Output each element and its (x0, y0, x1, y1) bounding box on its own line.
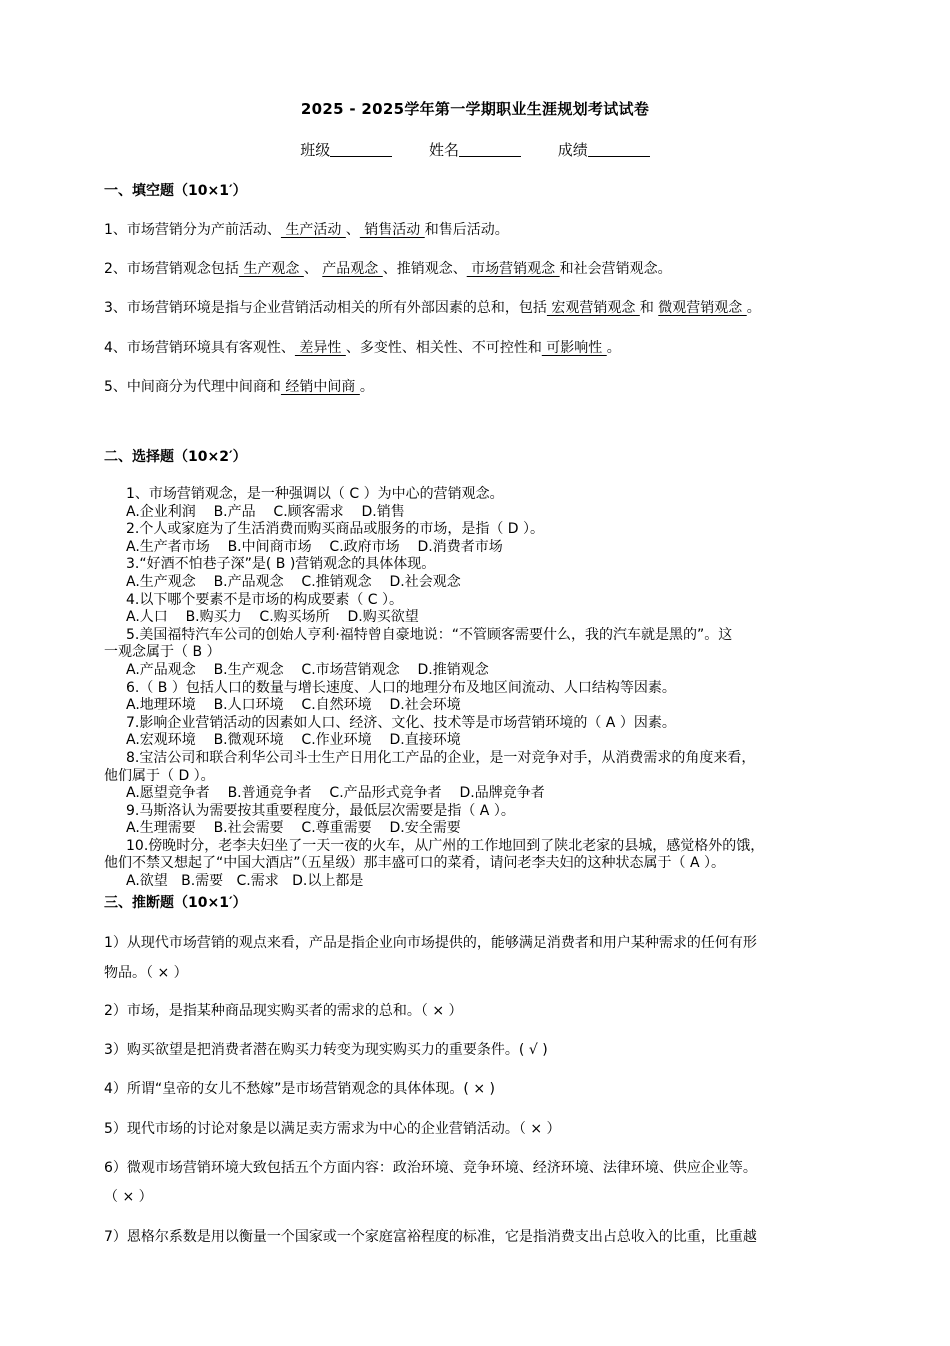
fill-question: 3、市场营销环境是指与企业营销活动相关的所有外部因素的总和，包括 宏观营销观念 和 微观营销观念 。 (104, 300, 761, 316)
class-blank (330, 142, 392, 157)
judgment-line: 4）所谓“皇帝的女儿不愁嫁”是市场营销观念的具体体现。( × ) (104, 1081, 495, 1097)
choice-line: 他们属于（ D ）。 (104, 767, 215, 784)
section3-heading: 三、推断题（10×1′） (104, 895, 247, 911)
judgment-line: 物品。（ × ） (104, 965, 188, 981)
choice-line: A.人口 B.购买力 C.购买场所 D.购买欲望 (126, 609, 419, 626)
name-blank (459, 142, 521, 157)
section1-heading: 一、填空题（10×1′） (104, 183, 247, 199)
fill-question: 1、市场营销分为产前活动、 生产活动 、 销售活动 和售后活动。 (104, 222, 509, 238)
judgment-line: 2）市场，是指某种商品现实购买者的需求的总和。（ × ） (104, 1003, 463, 1019)
choice-line: A.生产观念 B.产品观念 C.推销观念 D.社会观念 (126, 573, 461, 590)
choice-line: 他们不禁又想起了“中国大酒店”（五星级）那丰盛可口的菜肴，请问老李夫妇的这种状态属于（ A ）。 (104, 855, 725, 872)
choice-line: A.宏观环境 B.微观环境 C.作业环境 D.直接环境 (126, 732, 461, 749)
name-label: 姓名 (428, 141, 459, 159)
choice-line: A.生产者市场 B.中间商市场 C.政府市场 D.消费者市场 (126, 538, 503, 555)
choice-line: A.地理环境 B.人口环境 C.自然环境 D.社会环境 (126, 697, 461, 714)
judgment-line: 6）微观市场营销环境大致包括五个方面内容：政治环境、竞争环境、经济环境、法律环境、供应企业等。 (104, 1160, 757, 1176)
student-info-row (0, 139, 950, 160)
choice-line: A.企业利润 B.产品 C.顾客需求 D.销售 (126, 503, 405, 520)
judgment-line: 7）恩格尔系数是用以衡量一个国家或一个家庭富裕程度的标准，它是指消费支出占总收入的比重，比重越 (104, 1229, 757, 1245)
choice-line: 9.马斯洛认为需要按其重要程度分，最低层次需要是指（ A ）。 (126, 802, 515, 819)
choice-line: 10.傍晚时分，老李夫妇坐了一天一夜的火车，从广州的工作地回到了陕北老家的县城，感觉格外的饿， (126, 837, 765, 854)
choice-line: A.愿望竞争者 B.普通竞争者 C.产品形式竞争者 D.品牌竞争者 (126, 785, 545, 802)
class-field (300, 139, 392, 160)
judgment-line: （ × ） (104, 1189, 153, 1205)
choice-line: A.产品观念 B.生产观念 C.市场营销观念 D.推销观念 (126, 661, 489, 678)
exam-title: 2025 - 2025学年第一学期职业生涯规划考试试卷 (300, 100, 650, 118)
score-label: 成绩 (557, 141, 588, 159)
choice-line: 7.影响企业营销活动的因素如人口、经济、文化、技术等是市场营销环境的（ A ）因素。 (126, 714, 676, 731)
choice-line: 5.美国福特汽车公司的创始人亨利·福特曾自豪地说：“不管顾客需要什么，我的汽车就是黑的”。这 (126, 626, 733, 643)
judgment-line: 5）现代市场的讨论对象是以满足卖方需求为中心的企业营销活动。（ × ） (104, 1121, 561, 1137)
choice-line: A.欲望 B.需要 C.需求 D.以上都是 (126, 873, 364, 890)
choice-line: 1、市场营销观念，是一种强调以（ C ）为中心的营销观念。 (126, 486, 504, 502)
choice-line: 8.宝洁公司和联合利华公司斗士生产日用化工产品的企业，是一对竞争对手，从消费需求的角度来看， (126, 749, 756, 766)
score-blank (588, 142, 650, 157)
choice-line: 3.“好酒不怕巷子深”是( B )营销观念的具体体现。 (126, 556, 436, 573)
choice-line: 2.个人或家庭为了生活消费而购买商品或服务的市场，是指（ D ）。 (126, 521, 545, 538)
section2-heading: 二、选择题（10×2′） (104, 449, 247, 465)
score-field (558, 139, 650, 160)
choice-line: 6.（ B ）包括人口的数量与增长速度、人口的地理分布及地区间流动、人口结构等因素。 (126, 679, 676, 696)
name-field (429, 139, 521, 160)
choice-questions (104, 486, 844, 891)
choice-line: 4.以下哪个要素不是市场的构成要素（ C ）。 (126, 591, 404, 608)
choice-line: 一观念属于（ B ） (104, 644, 221, 661)
judgment-line: 3）购买欲望是把消费者潜在购买力转变为现实购买力的重要条件。( √ ) (104, 1042, 548, 1058)
class-label: 班级 (300, 141, 331, 159)
fill-question: 2、市场营销观念包括 生产观念 、 产品观念 、推销观念、 市场营销观念 和社会营销观念。 (104, 261, 672, 277)
fill-question: 4、市场营销环境具有客观性、 差异性 、多变性、相关性、不可控性和 可影响性 。 (104, 340, 621, 356)
fill-question: 5、中间商分为代理中间商和 经销中间商 。 (104, 379, 374, 395)
choice-line: A.生理需要 B.社会需要 C.尊重需要 D.安全需要 (126, 820, 461, 837)
judgment-line: 1）从现代市场营销的观点来看，产品是指企业向市场提供的，能够满足消费者和用户某种需求的任何有形 (104, 935, 757, 951)
